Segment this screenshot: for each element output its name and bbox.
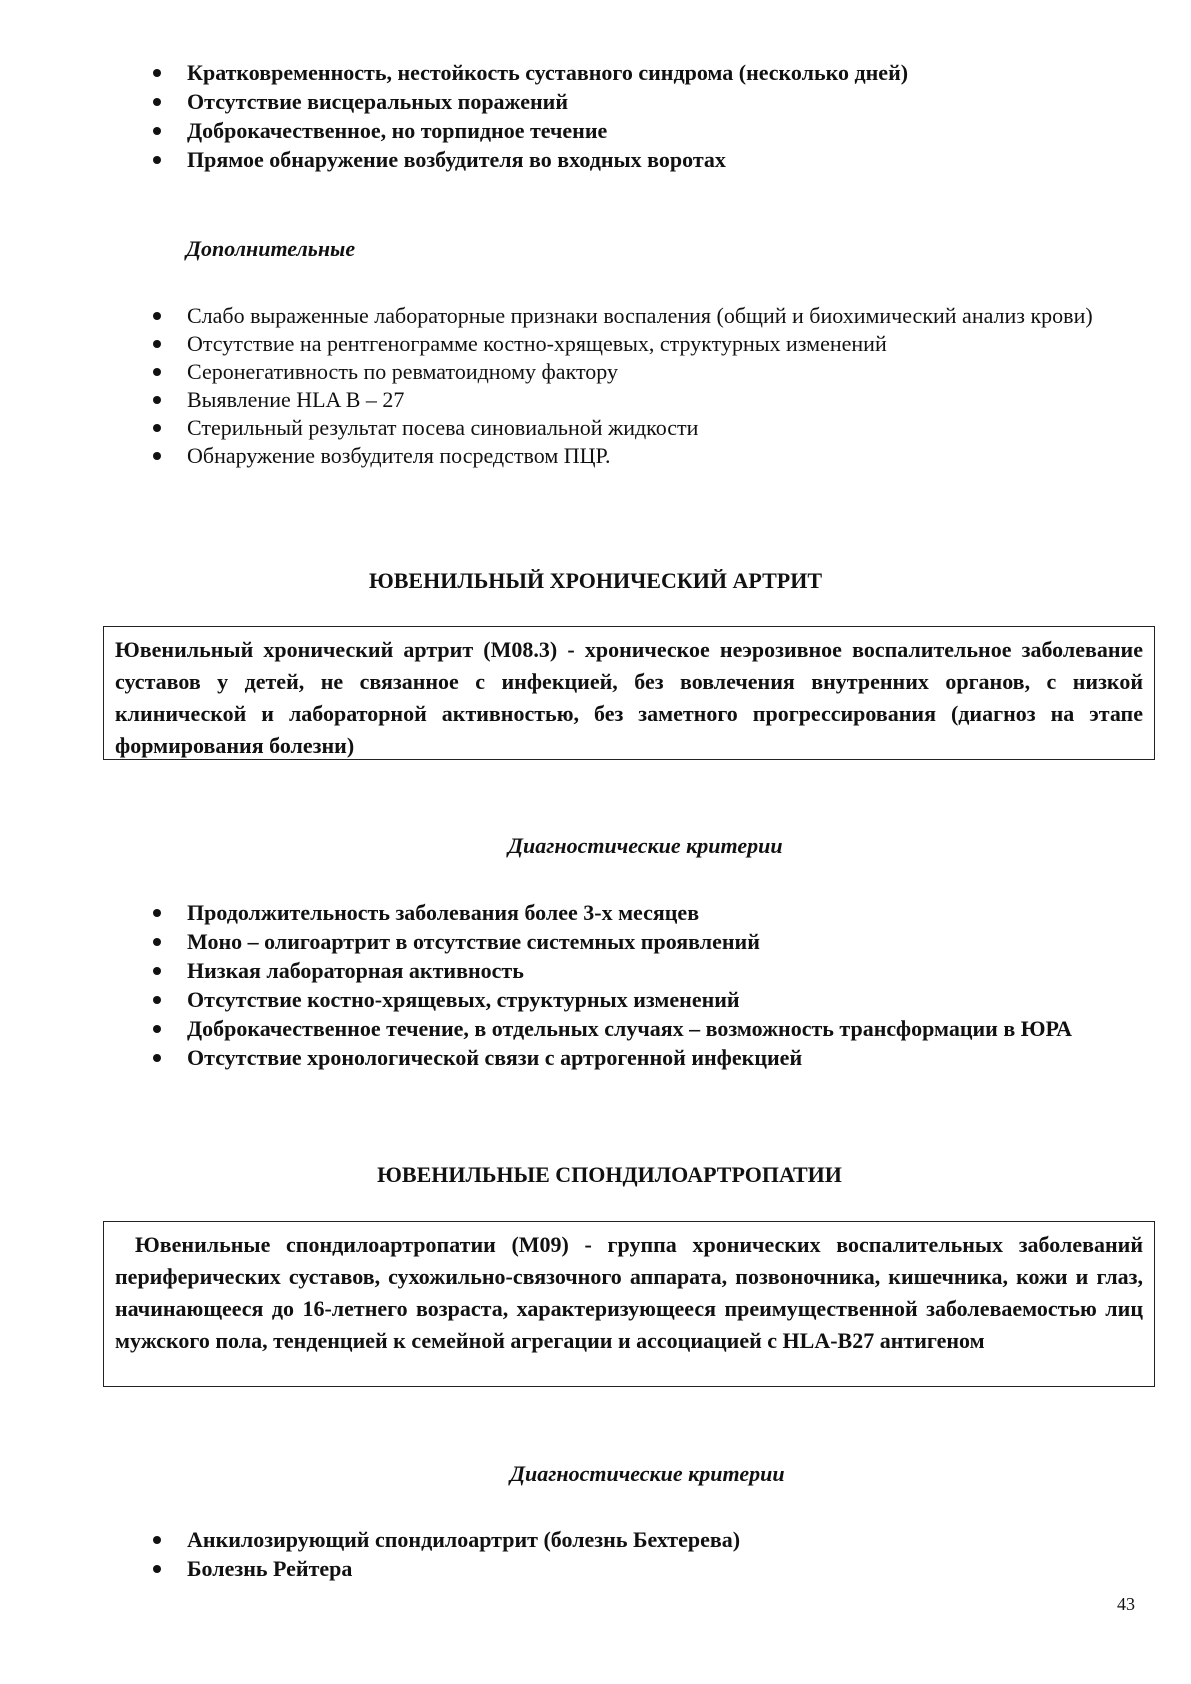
list-item xyxy=(150,985,1138,1014)
list-item xyxy=(150,1043,1138,1072)
jca-definition-text: Ювенильный хронический артрит (М08.3) - хроническое неэрозивное воспалительное заболевание суставов у детей, не связанное с инфекцией, без вовлечения внутренних органов, с низкой клинической и лабораторной активностью, без заметного прогрессирования (диагноз на этапе формирования болезни) xyxy=(115,637,1143,758)
list-item-text: Доброкачественное, но торпидное течение xyxy=(187,118,608,143)
reactive-arthritis-criteria-list xyxy=(150,58,1130,174)
list-item-text: Отсутствие висцеральных поражений xyxy=(187,89,569,114)
jsa-definition-text: Ювенильные спондилоартропатии (М09) - группа хронических воспалительных заболеваний периферических суставов, сухожильно-связочного аппарата, позвоночника, кишечника, кожи и глаз, начинающееся до 16-летнего возраста, характеризующееся преимущественной заболеваемостью лиц мужского пола, тенденцией к семейной агрегации и ассоциацией с HLA-B27 антигеном xyxy=(115,1232,1143,1353)
jca-criteria-subheading: Диагностические критерии xyxy=(508,833,783,858)
list-item-text: Серонегативность по ревматоидному фактору xyxy=(187,359,619,384)
jsa-heading: ЮВЕНИЛЬНЫЕ СПОНДИЛОАРТРОПАТИИ xyxy=(377,1162,842,1187)
list-item-text: Стерильный результат посева синовиальной жидкости xyxy=(187,415,699,440)
list-item xyxy=(150,1014,1138,1043)
list-item-text: Обнаружение возбудителя посредством ПЦР. xyxy=(187,443,611,468)
page-number: 43 xyxy=(1117,1594,1135,1614)
list-item xyxy=(150,87,1130,116)
jca-criteria-list xyxy=(150,898,1138,1072)
list-item-text: Отсутствие на рентгенограмме костно-хрящевых, структурных изменений xyxy=(187,331,887,356)
list-item xyxy=(150,927,1138,956)
list-item-text: Продолжительность заболевания более 3-х месяцев xyxy=(187,900,700,925)
list-item xyxy=(150,442,1138,470)
list-item-text: Слабо выраженные лабораторные признаки воспаления (общий и биохимический анализ крови) xyxy=(187,303,1093,328)
list-item-text: Доброкачественное течение, в отдельных случаях – возможность трансформации в ЮРА xyxy=(187,1016,1073,1041)
jsa-criteria-subheading: Диагностические критерии xyxy=(510,1461,785,1486)
list-item-text: Отсутствие костно-хрящевых, структурных изменений xyxy=(187,987,740,1012)
list-item xyxy=(150,1525,1138,1554)
jsa-criteria-list xyxy=(150,1525,1138,1583)
list-item-text: Выявление HLA B – 27 xyxy=(187,387,405,412)
jca-definition-box xyxy=(103,626,1155,760)
jsa-definition-box xyxy=(103,1221,1155,1387)
list-item-text: Моно – олигоартрит в отсутствие системных проявлений xyxy=(187,929,760,954)
list-item-text: Прямое обнаружение возбудителя во входных воротах xyxy=(187,147,726,172)
list-item xyxy=(150,358,1138,386)
list-item xyxy=(150,898,1138,927)
list-item xyxy=(150,116,1130,145)
list-item xyxy=(150,956,1138,985)
list-item xyxy=(150,1554,1138,1583)
list-item-text: Анкилозирующий спондилоартрит (болезнь Бехтерева) xyxy=(187,1527,741,1552)
list-item xyxy=(150,58,1130,87)
list-item-text: Низкая лабораторная активность xyxy=(187,958,524,983)
additional-subheading: Дополнительные xyxy=(186,236,356,261)
list-item xyxy=(150,330,1138,358)
additional-criteria-list xyxy=(150,302,1138,470)
list-item xyxy=(150,414,1138,442)
list-item xyxy=(150,302,1138,330)
list-item-text: Отсутствие хронологической связи с артрогенной инфекцией xyxy=(187,1045,803,1070)
jca-heading: ЮВЕНИЛЬНЫЙ ХРОНИЧЕСКИЙ АРТРИТ xyxy=(368,568,823,593)
list-item xyxy=(150,145,1130,174)
list-item xyxy=(150,386,1138,414)
list-item-text: Болезнь Рейтера xyxy=(187,1556,353,1581)
list-item-text: Кратковременность, нестойкость суставного синдрома (несколько дней) xyxy=(187,60,909,85)
